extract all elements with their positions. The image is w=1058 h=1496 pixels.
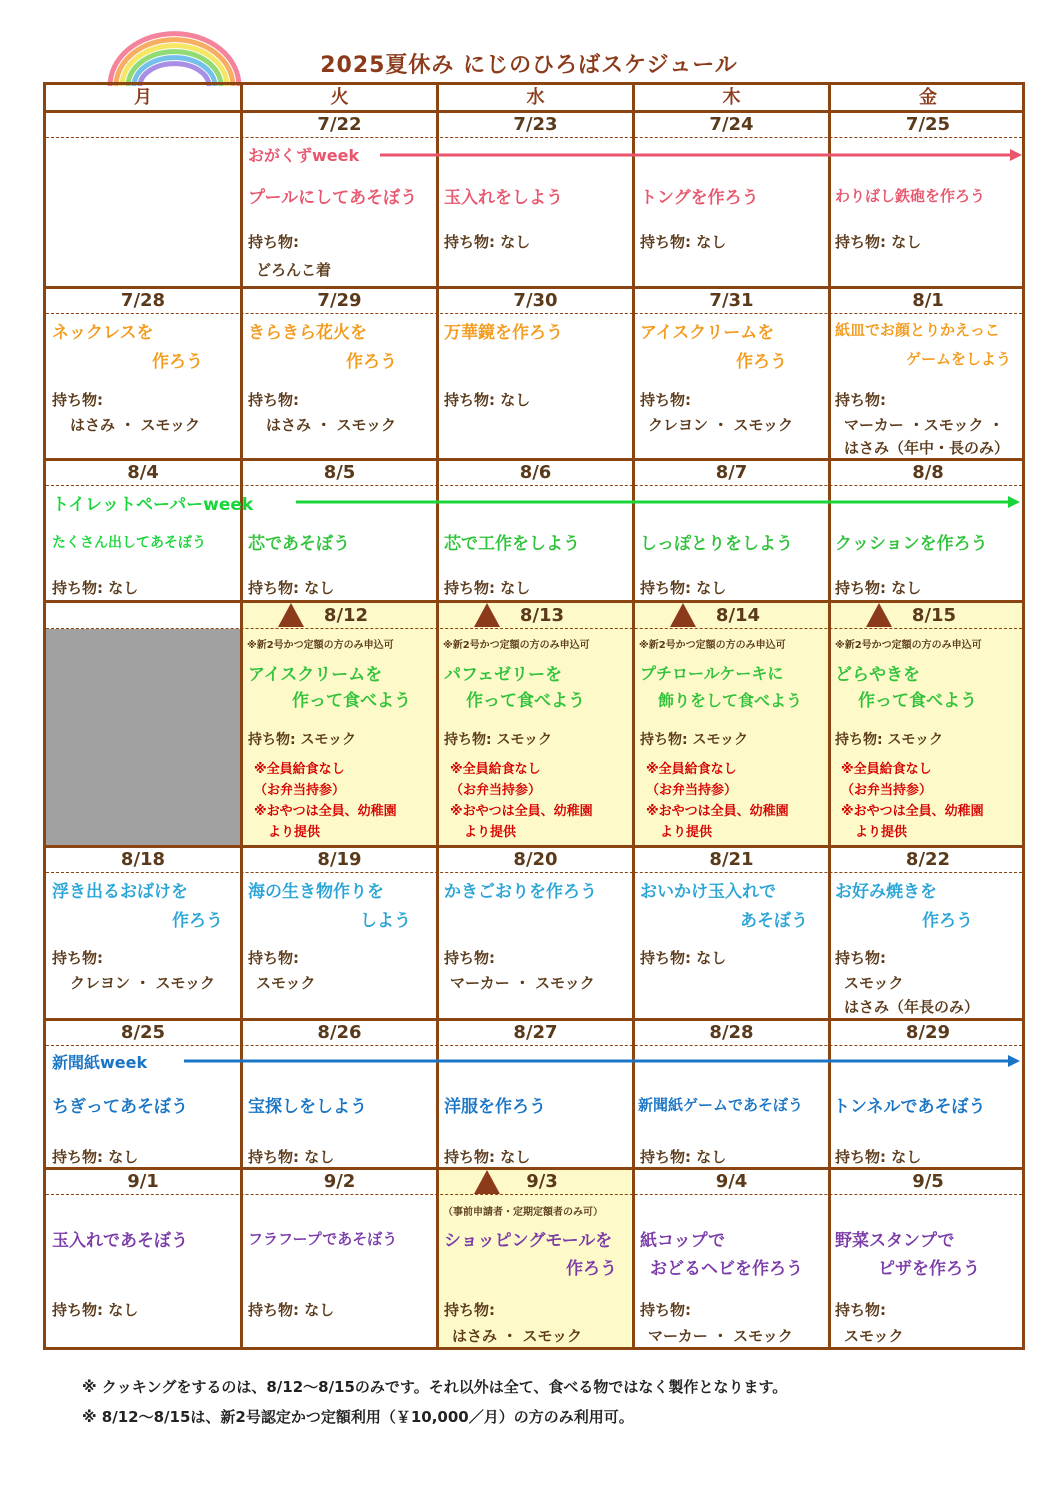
day-thu: 木 bbox=[722, 87, 741, 108]
items-label: 持ち物: bbox=[444, 949, 495, 967]
week-theme: 新聞紙week bbox=[52, 1053, 148, 1072]
items-label: 持ち物: なし bbox=[248, 579, 335, 597]
warning: （お弁当持参） bbox=[646, 783, 738, 798]
footer-note: ※ 8/12～8/15は、新2号認定かつ定額利用（￥10,000／月）の方のみ利用可。 bbox=[82, 1408, 634, 1426]
activity: たくさん出してあそぼう bbox=[52, 535, 206, 551]
items-value: マーカー ・ スモック bbox=[648, 1327, 793, 1345]
activity: 浮き出るおばけを bbox=[52, 882, 188, 902]
items-label: 持ち物: なし bbox=[640, 579, 727, 597]
date-cell: 8/27 bbox=[513, 1022, 558, 1043]
date-cell: 9/5 bbox=[912, 1171, 944, 1192]
activity: 作ろう bbox=[152, 352, 203, 372]
activity: 紙コップで bbox=[640, 1231, 726, 1251]
activity: おどるヘビを作ろう bbox=[650, 1259, 803, 1279]
arrow-icon bbox=[380, 147, 1022, 163]
activity: 作ろう bbox=[346, 352, 397, 372]
activity: 野菜スタンプで bbox=[835, 1231, 955, 1251]
items-value: クレヨン ・ スモック bbox=[648, 416, 793, 434]
date-cell: 9/4 bbox=[715, 1171, 748, 1192]
date-cell: 8/29 bbox=[905, 1022, 951, 1043]
note: （事前申請者・定期定額者のみ可） bbox=[443, 1207, 603, 1218]
items-value: クレヨン ・ スモック bbox=[70, 974, 215, 992]
arrow-icon bbox=[296, 494, 1020, 510]
activity: 芯であそぼう bbox=[248, 534, 350, 554]
date-cell: 8/5 bbox=[323, 462, 356, 483]
date-cell: 8/26 bbox=[317, 1022, 362, 1043]
activity: フラフープであそぼう bbox=[248, 1230, 398, 1248]
date-cell: 8/22 bbox=[905, 849, 951, 870]
warning: ※おやつは全員、幼稚園 bbox=[254, 804, 397, 819]
items-label: 持ち物: bbox=[835, 1301, 886, 1319]
items-label: 持ち物: なし bbox=[52, 1301, 139, 1319]
date-cell: 8/8 bbox=[912, 462, 944, 483]
date-cell: 8/20 bbox=[513, 849, 558, 870]
items-value: マーカー ・スモック ・ bbox=[844, 416, 1004, 434]
closed-cell bbox=[46, 629, 240, 845]
warning: （お弁当持参） bbox=[450, 783, 542, 798]
activity: 作ろう bbox=[172, 911, 223, 931]
activity: おいかけ玉入れで bbox=[640, 882, 776, 902]
date-cell: 7/30 bbox=[513, 290, 558, 311]
items-value: スモック bbox=[256, 974, 316, 992]
activity: アイスクリームを bbox=[248, 665, 383, 685]
activity: パフェゼリーを bbox=[444, 665, 563, 685]
items-label: 持ち物: なし bbox=[835, 1148, 922, 1166]
date-cell: 7/22 bbox=[317, 114, 362, 135]
date-cell: 8/21 bbox=[709, 849, 754, 870]
activity: しよう bbox=[360, 911, 411, 931]
items-label: 持ち物: なし bbox=[248, 1148, 335, 1166]
items-label: 持ち物: なし bbox=[835, 579, 922, 597]
items-label: 持ち物: スモック bbox=[640, 732, 749, 748]
activity: 作って食べよう bbox=[858, 691, 977, 711]
date-cell: 8/4 bbox=[127, 462, 159, 483]
items-label: 持ち物: bbox=[248, 391, 299, 409]
items-label: 持ち物: なし bbox=[444, 391, 531, 409]
activity: 玉入れであそぼう bbox=[52, 1231, 188, 1251]
activity: わりばし鉄砲を作ろう bbox=[835, 187, 986, 205]
activity: 作ろう bbox=[922, 911, 973, 931]
activity: 芯で工作をしよう bbox=[444, 534, 580, 554]
arrow-icon bbox=[184, 1053, 1020, 1069]
schedule-grid bbox=[43, 82, 1025, 1350]
date-cell: 8/18 bbox=[120, 849, 166, 870]
activity: 作って食べよう bbox=[292, 691, 411, 711]
activity: 飾りをして食べよう bbox=[658, 691, 803, 710]
items-label: 持ち物: スモック bbox=[248, 732, 357, 748]
items-label: 持ち物: なし bbox=[835, 233, 922, 251]
warning: より提供 bbox=[855, 825, 908, 840]
date-cell: 8/28 bbox=[709, 1022, 754, 1043]
date-cell: 7/25 bbox=[905, 114, 951, 135]
items-value: はさみ（年中・長のみ） bbox=[844, 439, 1010, 457]
items-label: 持ち物: bbox=[835, 949, 886, 967]
warning: より提供 bbox=[660, 825, 713, 840]
activity: プチロールケーキに bbox=[640, 664, 784, 683]
date-cell: 8/13 bbox=[519, 605, 565, 626]
activity: 玉入れをしよう bbox=[444, 188, 563, 208]
day-fri: 金 bbox=[919, 87, 937, 108]
date-cell: 8/14 bbox=[715, 605, 761, 626]
items-label: 持ち物: bbox=[248, 233, 299, 251]
activity: アイスクリームを bbox=[640, 323, 775, 343]
items-value: はさみ ・ スモック bbox=[70, 416, 200, 434]
date-cell: 8/1 bbox=[912, 290, 944, 311]
warning: ※おやつは全員、幼稚園 bbox=[841, 804, 984, 819]
activity: お好み焼きを bbox=[835, 882, 937, 902]
activity: ゲームをしよう bbox=[906, 350, 1012, 368]
items-value: はさみ ・ スモック bbox=[266, 416, 396, 434]
items-label: 持ち物: なし bbox=[52, 579, 139, 597]
note: ※新2号かつ定額の方のみ申込可 bbox=[835, 640, 982, 651]
date-cell: 8/7 bbox=[715, 462, 748, 483]
warning: （お弁当持参） bbox=[254, 783, 346, 798]
warning: ※全員給食なし bbox=[450, 762, 541, 777]
activity: しっぽとりをしよう bbox=[640, 534, 793, 554]
date-cell: 9/3 bbox=[526, 1171, 558, 1192]
items-label: 持ち物: スモック bbox=[835, 732, 944, 748]
footer-note: ※ クッキングをするのは、8/12～8/15のみです。それ以外は全て、食べる物ではなく製作となります。 bbox=[82, 1378, 788, 1396]
activity: 作ろう bbox=[566, 1259, 617, 1279]
items-label: 持ち物: なし bbox=[640, 949, 727, 967]
activity: 洋服を作ろう bbox=[444, 1097, 546, 1117]
items-label: 持ち物: なし bbox=[640, 1148, 727, 1166]
activity: 紙皿でお顔とりかえっこ bbox=[835, 321, 1001, 339]
items-label: 持ち物: なし bbox=[444, 1148, 531, 1166]
warning: より提供 bbox=[464, 825, 517, 840]
items-label: 持ち物: スモック bbox=[444, 732, 553, 748]
day-wed: 水 bbox=[526, 87, 545, 108]
activity: トングを作ろう bbox=[640, 188, 759, 208]
warning: ※全員給食なし bbox=[841, 762, 932, 777]
items-value: はさみ ・ スモック bbox=[452, 1327, 582, 1345]
date-cell: 8/12 bbox=[323, 605, 369, 626]
items-label: 持ち物: なし bbox=[444, 233, 531, 251]
activity: かきごおりを作ろう bbox=[444, 882, 597, 902]
items-label: 持ち物: bbox=[835, 391, 886, 409]
items-label: 持ち物: なし bbox=[52, 1148, 139, 1166]
activity: プールにしてあそぼう bbox=[248, 188, 418, 208]
activity: ピザを作ろう bbox=[878, 1259, 980, 1279]
note: ※新2号かつ定額の方のみ申込可 bbox=[247, 640, 394, 651]
activity: どらやきを bbox=[835, 665, 920, 685]
page-title: 2025夏休み にじのひろばスケジュール bbox=[320, 53, 738, 78]
activity: 新聞紙ゲームであそぼう bbox=[638, 1096, 804, 1114]
date-cell: 8/6 bbox=[519, 462, 552, 483]
date-cell: 8/19 bbox=[317, 849, 362, 870]
activity: クッションを作ろう bbox=[835, 534, 988, 554]
warning: ※全員給食なし bbox=[254, 762, 345, 777]
warning: より提供 bbox=[268, 825, 321, 840]
activity: きらきら花火を bbox=[248, 323, 367, 343]
activity: あそぼう bbox=[740, 911, 808, 931]
activity: ちぎってあそぼう bbox=[52, 1097, 188, 1117]
items-value: はさみ（年長のみ） bbox=[844, 998, 980, 1016]
warning: ※おやつは全員、幼稚園 bbox=[450, 804, 593, 819]
items-label: 持ち物: なし bbox=[444, 579, 531, 597]
items-label: 持ち物: bbox=[52, 391, 103, 409]
date-cell: 7/31 bbox=[709, 290, 754, 311]
week-theme: おがくずweek bbox=[248, 146, 360, 165]
items-value: どろんこ着 bbox=[256, 261, 332, 279]
activity: 作ろう bbox=[736, 352, 787, 372]
day-tue: 火 bbox=[330, 87, 349, 108]
items-label: 持ち物: なし bbox=[640, 233, 727, 251]
note: ※新2号かつ定額の方のみ申込可 bbox=[639, 640, 786, 651]
note: ※新2号かつ定額の方のみ申込可 bbox=[443, 640, 590, 651]
activity: ネックレスを bbox=[52, 323, 154, 343]
items-label: 持ち物: bbox=[640, 391, 691, 409]
items-label: 持ち物: bbox=[640, 1301, 691, 1319]
activity: ショッピングモールを bbox=[444, 1231, 613, 1251]
warning: ※おやつは全員、幼稚園 bbox=[646, 804, 789, 819]
week-theme: トイレットペーパーweek bbox=[52, 495, 254, 515]
date-cell: 7/24 bbox=[709, 114, 754, 135]
activity: 作って食べよう bbox=[466, 691, 585, 711]
items-label: 持ち物: なし bbox=[248, 1301, 335, 1319]
activity: トンネルであそぼう bbox=[833, 1097, 986, 1117]
items-value: マーカー ・ スモック bbox=[450, 974, 595, 992]
items-value: スモック bbox=[844, 1327, 904, 1345]
items-label: 持ち物: bbox=[444, 1301, 495, 1319]
items-label: 持ち物: bbox=[52, 949, 103, 967]
date-cell: 7/29 bbox=[317, 290, 362, 311]
date-cell: 7/28 bbox=[120, 290, 166, 311]
activity: 海の生き物作りを bbox=[248, 882, 384, 902]
activity: 宝探しをしよう bbox=[248, 1097, 367, 1117]
date-cell: 8/15 bbox=[911, 605, 957, 626]
date-cell: 9/1 bbox=[127, 1171, 159, 1192]
activity: 万華鏡を作ろう bbox=[444, 323, 563, 343]
warning: ※全員給食なし bbox=[646, 762, 737, 777]
day-mon: 月 bbox=[134, 87, 152, 108]
date-cell: 7/23 bbox=[513, 114, 558, 135]
items-value: スモック bbox=[844, 974, 904, 992]
date-cell: 8/25 bbox=[120, 1022, 166, 1043]
warning: （お弁当持参） bbox=[841, 783, 933, 798]
date-cell: 9/2 bbox=[323, 1171, 356, 1192]
items-label: 持ち物: bbox=[248, 949, 299, 967]
